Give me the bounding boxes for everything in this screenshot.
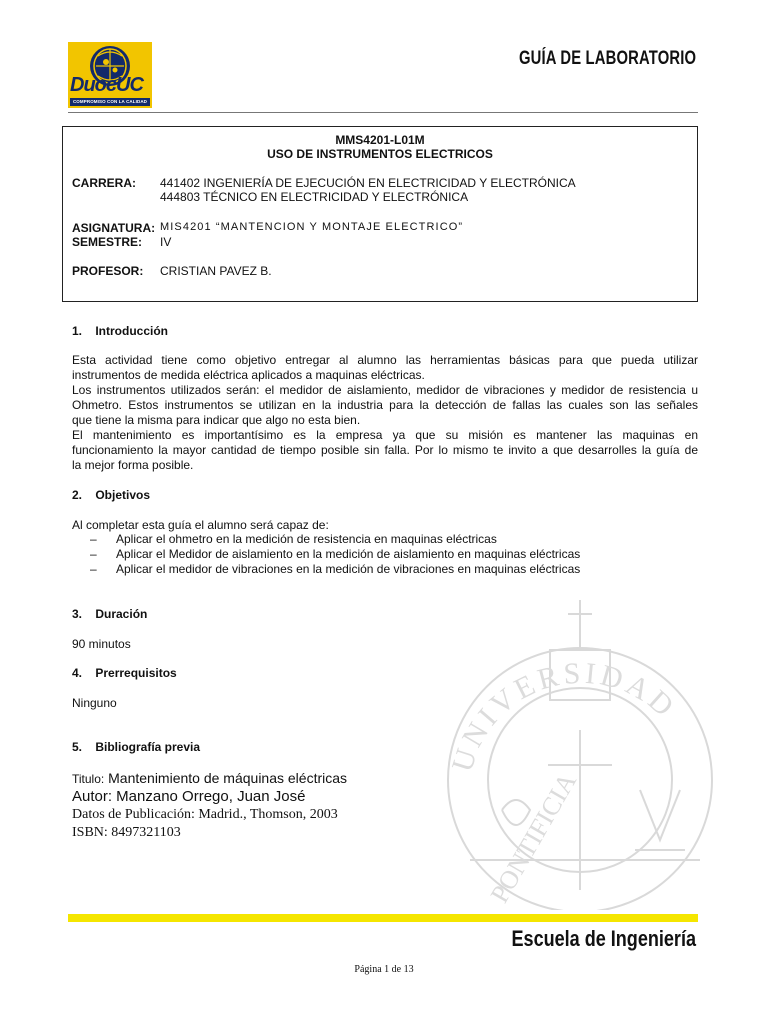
list-item [90, 532, 580, 547]
section-title: Bibliografía previa [95, 740, 201, 754]
document-title: GUÍA DE LABORATORIO [518, 48, 696, 69]
intro-line: Los instrumentos utilizados serán: el medidor de aislamiento, medidor de vibraciones y medidor de resistencia u [72, 383, 698, 397]
intro-line: funcionamiento la mayor cantidad de tiempo posible sin falla. Por lo mismo te invito a que desarrolles la guía de [72, 443, 698, 457]
list-item-text: Aplicar el Medidor de aislamiento en la medición de aislamiento en maquinas eléctricas [116, 547, 581, 561]
asignatura-label: ASIGNATURA: [72, 221, 156, 235]
bib-titulo-label: Titulo: [72, 772, 105, 786]
bib-titulo-value: Mantenimiento de máquinas eléctricas [104, 770, 348, 786]
semestre-label: SEMESTRE: [72, 235, 143, 249]
section-title: Objetivos [95, 488, 151, 502]
profesor-value: CRISTIAN PAVEZ B. [160, 264, 272, 278]
bib-autor: Autor: Manzano Orrego, Juan José [72, 788, 306, 805]
objetivos-list [90, 532, 580, 577]
section-heading-objetivos [72, 488, 150, 502]
section-title: Prerrequisitos [95, 666, 177, 680]
carrera-value-1: 441402 INGENIERÍA DE EJECUCIÓN EN ELECTRICIDAD Y ELECTRÓNICA [160, 176, 576, 190]
intro-line: El mantenimiento es importantísimo es la empresa ya que su misión es mantener las maquinas en [72, 428, 698, 442]
list-item [90, 562, 580, 577]
section-title: Duración [95, 607, 148, 621]
logo-tagline: COMPROMISO CON LA CALIDAD [70, 98, 150, 106]
bullet-dash: – [90, 562, 97, 576]
list-item-text: Aplicar el medidor de vibraciones en la medición de vibraciones en maquinas eléctricas [116, 562, 581, 576]
seal-text-left: PONTIFICIA [484, 768, 583, 908]
prerrequisitos-value: Ninguno [72, 696, 117, 710]
section-number: 1. [72, 324, 83, 338]
duracion-value: 90 minutos [72, 637, 131, 651]
lab-title: USO DE INSTRUMENTOS ELECTRICOS [267, 147, 493, 161]
profesor-label: PROFESOR: [72, 264, 144, 278]
section-heading-prerrequisitos [72, 666, 177, 680]
intro-line: Ohmetro. Estos instrumentos se utilizan en la industria para la detección de fallas las cuales son las señales [72, 398, 698, 412]
seal-text: UNIVERSIDAD [445, 656, 683, 776]
course-info-box [62, 126, 698, 302]
list-item [90, 547, 580, 562]
course-code: MMS4201-L01M [335, 133, 425, 147]
intro-line: la mejor forma posible. [72, 458, 194, 472]
duoc-uc-logo [68, 42, 152, 108]
page-number: Página 1 de 13 [354, 964, 414, 975]
university-seal-watermark [430, 590, 730, 910]
carrera-value-2: 444803 TÉCNICO EN ELECTRICIDAD Y ELECTRÓNICA [160, 190, 469, 204]
section-heading-intro [72, 324, 168, 338]
logo-word: DuocUC [70, 74, 143, 96]
section-number: 5. [72, 740, 83, 754]
bib-datos: Datos de Publicación: Madrid., Thomson, 2003 [72, 807, 338, 822]
intro-line: que tiene la misma para indicar que algo no esta bien. [72, 413, 361, 427]
section-number: 4. [72, 666, 83, 680]
intro-line: instrumentos de medida eléctrica aplicados a maquinas eléctricas. [72, 368, 425, 382]
bib-titulo [72, 770, 347, 786]
bib-isbn: ISBN: 8497321103 [72, 825, 181, 840]
carrera-label: CARRERA: [72, 176, 136, 190]
section-heading-bibliografia [72, 740, 200, 754]
footer-title: Escuela de Ingeniería [511, 926, 696, 951]
section-title: Introducción [95, 324, 169, 338]
bullet-dash: – [90, 532, 97, 546]
asignatura-value: MIS4201 “MANTENCION Y MONTAJE ELECTRICO” [160, 221, 464, 233]
section-number: 2. [72, 488, 83, 502]
section-heading-duracion [72, 607, 147, 621]
semestre-value: IV [160, 235, 172, 249]
bullet-dash: – [90, 547, 97, 561]
header-divider [68, 112, 698, 113]
intro-paragraph [72, 353, 698, 473]
footer-yellow-bar [68, 914, 698, 922]
section-number: 3. [72, 607, 83, 621]
intro-line: Esta actividad tiene como objetivo entregar al alumno las herramientas básicas para que pueda utilizar [72, 353, 698, 367]
objetivos-intro: Al completar esta guía el alumno será capaz de: [72, 518, 329, 532]
list-item-text: Aplicar el ohmetro en la medición de resistencia en maquinas eléctricas [116, 532, 497, 546]
